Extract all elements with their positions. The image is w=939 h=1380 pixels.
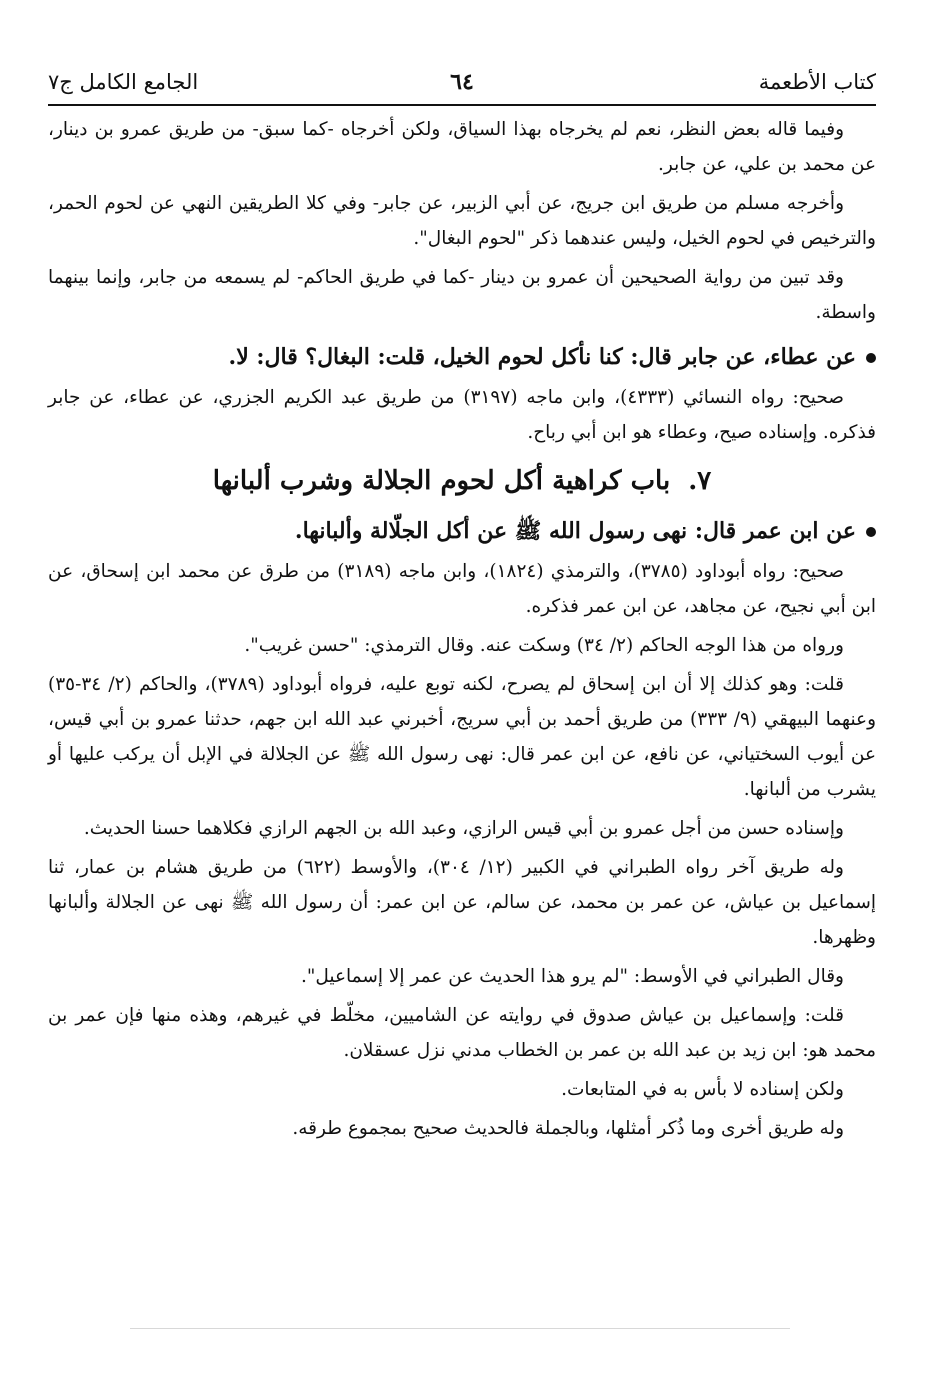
paragraph: وفيما قاله بعض النظر، نعم لم يخرجاه بهذا السياق، ولكن أخرجاه -كما سبق- من طريق عمرو بن دينار، عن محمد بن علي، عن جابر. bbox=[48, 119, 876, 175]
hadith-text-content: عن ابن عمر قال: نهى رسول الله ﷺ عن أكل الجلّالة وألبانها. bbox=[294, 518, 856, 544]
paragraph: صحيح: رواه أبوداود (٣٧٨٥)، والترمذي (١٨٢٤)، وابن ماجه (٣١٨٩) من طرق عن محمد ابن إسحاق، عن ابن أبي نجيح، عن مجاهد، عن ابن عمر فذكره. bbox=[48, 561, 876, 617]
chapter-heading bbox=[48, 458, 876, 504]
paragraph: وأخرجه مسلم من طريق ابن جريج، عن أبي الزبير، عن جابر- وفي كلا الطريقين النهي عن لحوم الحمر، والترخيص في لحوم الخيل، وليس عندهما ذكر "لحوم البغال". bbox=[48, 193, 876, 249]
book-page bbox=[48, 60, 876, 1150]
paragraph: ورواه من هذا الوجه الحاكم (٢/ ٣٤) وسكت عنه. وقال الترمذي: "حسن غريب". bbox=[244, 635, 844, 656]
paragraph: صحيح: رواه النسائي (٤٣٣٣)، وابن ماجه (٣١٩٧) من طريق عبد الكريم الجزري، عن عطاء، عن جابر فذكره. وإسناده صيح، وعطاء هو ابن أبي رباح. bbox=[48, 387, 876, 443]
chapter-number: ٧. bbox=[688, 466, 712, 496]
volume-title: الجامع الكامل ج٧ bbox=[48, 70, 199, 94]
paragraph: وله طريق أخرى وما ذُكر أمثلها، وبالجملة فالحديث صحيح بمجموع طرقه. bbox=[292, 1118, 844, 1139]
page-body bbox=[48, 106, 876, 1146]
hadith-text-content: عن عطاء، عن جابر قال: كنا نأكل لحوم الخيل، قلت: البغال؟ قال: لا. bbox=[228, 344, 856, 370]
paragraph: قلت: وهو كذلك إلا أن ابن إسحاق لم يصرح، لكنه توبع عليه، فرواه أبوداود (٣٧٨٩)، والحاكم (٢/ ٣٤-٣٥) وعنهما البيهقي (٩/ ٣٣٣) من طريق أحمد بن أبي سريج، أخبرني عبد الله ابن جهم، حدثنا عمرو بن أبي قيس، عن أيوب السختياني، عن نافع، عن ابن عمر قال: نهى رسول الله ﷺ عن الجلالة في الإبل أن يركب عليها أو يشرب من ألبانها. bbox=[48, 674, 876, 800]
bullet-icon bbox=[866, 353, 876, 363]
page-number: ٦٤ bbox=[450, 69, 474, 95]
chapter-title: باب كراهية أكل لحوم الجلالة وشرب ألبانها bbox=[212, 466, 671, 496]
paragraph: وقد تبين من رواية الصحيحين أن عمرو بن دينار -كما في طريق الحاكم- لم يسمعه من جابر، وإنما بينهما واسطة. bbox=[48, 267, 876, 323]
hadith-text bbox=[48, 510, 876, 552]
page-header bbox=[48, 60, 876, 106]
paragraph: ولكن إسناده لا بأس به في المتابعات. bbox=[561, 1079, 844, 1100]
page-bottom-rule bbox=[130, 1328, 790, 1329]
book-title: كتاب الأطعمة bbox=[758, 70, 876, 94]
paragraph: وقال الطبراني في الأوسط: "لم يرو هذا الحديث عن عمر إلا إسماعيل". bbox=[300, 966, 844, 987]
paragraph: وإسناده حسن من أجل عمرو بن أبي قيس الرازي، وعبد الله بن الجهم الرازي فكلاهما حسنا الحديث. bbox=[83, 818, 844, 839]
hadith-text bbox=[48, 336, 876, 378]
paragraph: وله طريق آخر رواه الطبراني في الكبير (١٢/ ٣٠٤)، والأوسط (٦٢٢) من طريق هشام بن عمار، ثنا إسماعيل بن عياش، عن عمر بن محمد، عن سالم، عن ابن عمر: أن رسول الله ﷺ نهى عن الجلالة وألبانها وظهرها. bbox=[48, 857, 876, 948]
bullet-icon bbox=[866, 527, 876, 537]
paragraph: قلت: وإسماعيل بن عياش صدوق في روايته عن الشاميين، مخلّط في غيرهم، وهذه منها فإن عمر بن محمد هو: ابن زيد بن عبد الله بن عمر بن الخطاب مدني نزل عسقلان. bbox=[48, 1005, 876, 1061]
